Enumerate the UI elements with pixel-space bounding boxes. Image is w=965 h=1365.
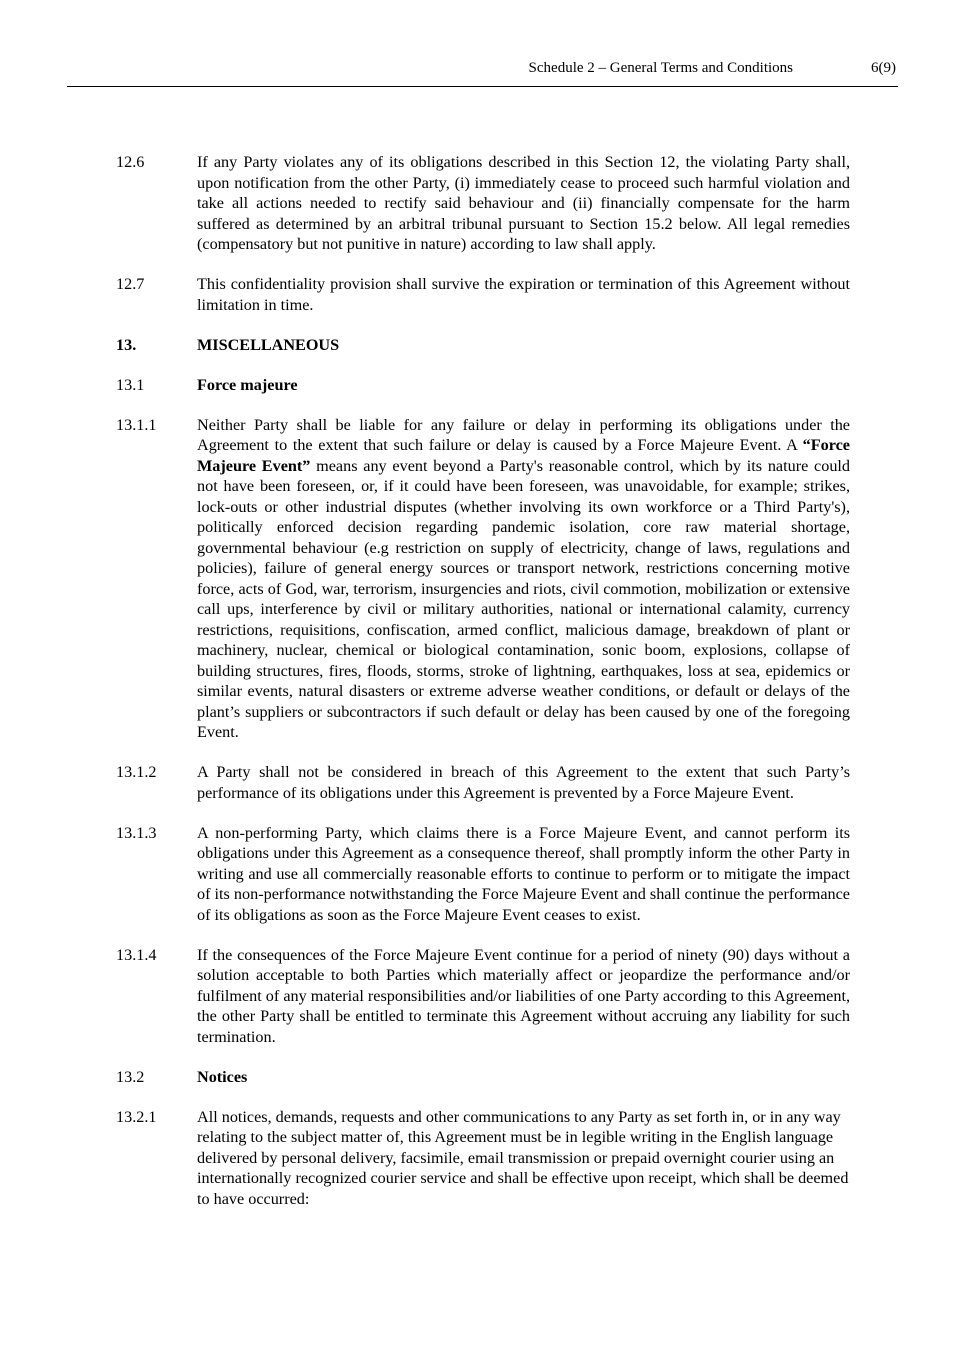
clause-text-before: Neither Party shall be liable for any failure or delay in performing its obligations under the Agreement to the extent that such failure or delay is caused by a Force Majeure Event. A <box>197 415 850 454</box>
defined-term: “Force Majeure Event” <box>197 436 850 475</box>
clause-number: 13.2.1 <box>116 1107 157 1126</box>
clause-text: All notices, demands, requests and other communications to any Party as set forth in, or in any way relating to the subject matter of, this Agreement must be in legible writing in the English language delivered by personal delivery, facsimile, email transmission or prepaid overnight courier using an internationally recognized courier service and shall be effective upon receipt, which shall be deemed to have occurred: <box>197 1107 849 1208</box>
subsection-number: 13.2 <box>116 1067 145 1086</box>
clause-13-1-2 <box>116 762 850 803</box>
header-page-number: 6(9) <box>871 60 896 76</box>
clause-number: 13.1.2 <box>116 763 157 781</box>
clause-number: 12.6 <box>116 153 145 171</box>
clause-number: 13.1.3 <box>116 823 157 842</box>
section-13-heading <box>116 335 850 356</box>
page-header <box>67 58 898 87</box>
subsection-title: Notices <box>197 1067 248 1086</box>
clause-text <box>197 415 850 743</box>
clause-13-2-1 <box>116 1107 850 1210</box>
clause-number: 13.1.4 <box>116 945 157 964</box>
document-body <box>116 152 850 1229</box>
clause-number: 13.1.1 <box>116 415 157 434</box>
section-number: 13. <box>116 335 137 354</box>
clause-text: This confidentiality provision shall survive the expiration or termination of this Agreement without limitation in time. <box>197 275 850 314</box>
clause-13-1-4 <box>116 945 850 1048</box>
clause-text: If any Party violates any of its obligations described in this Section 12, the violating Party shall, upon notification from the other Party, (i) immediately cease to proceed such harmful violation and take all actions needed to rectify said behaviour and (ii) financially compensate for the harm suffered as determined by an arbitral tribunal pursuant to Section 15.2 below. All legal remedies (compensatory but not punitive in nature) according to law shall apply. <box>197 153 850 253</box>
clause-text: A non-performing Party, which claims there is a Force Majeure Event, and cannot perform its obligations under this Agreement as a consequence thereof, shall promptly inform the other Party in writing and use all commercially reasonable efforts to continue to perform or to mitigate the impact of its non-performance notwithstanding the Force Majeure Event and shall continue the performance of its obligations as soon as the Force Majeure Event ceases to exist. <box>197 823 850 924</box>
clause-13-1-3 <box>116 823 850 926</box>
clause-12-6 <box>116 152 850 255</box>
subsection-number: 13.1 <box>116 375 145 394</box>
clause-text: A Party shall not be considered in breach of this Agreement to the extent that such Party’s performance of its obligations under this Agreement is prevented by a Force Majeure Event. <box>197 763 850 802</box>
subsection-title: Force majeure <box>197 375 298 394</box>
subsection-13-1-heading <box>116 375 850 396</box>
clause-number: 12.7 <box>116 275 145 293</box>
clause-13-1-1 <box>116 415 850 743</box>
section-title: MISCELLANEOUS <box>197 335 340 354</box>
clause-text: If the consequences of the Force Majeure Event continue for a period of ninety (90) days without a solution acceptable to both Parties which materially affect or jeopardize the performance and/or fulfilment of any material responsibilities and/or liabilities of one Party according to this Agreement, the other Party shall be entitled to terminate this Agreement without accruing any liability for such termination. <box>197 945 850 1046</box>
header-title: Schedule 2 – General Terms and Conditions <box>528 60 793 76</box>
subsection-13-2-heading <box>116 1067 850 1088</box>
clause-text-after: means any event beyond a Party's reasonable control, which by its nature could not have been foreseen, or, if it could have been foreseen, was unavoidable, for example; strikes, lock-outs or other industrial disputes (whether involving its own workforce or a Third Party's), politically enforced decision regarding pandemic isolation, core raw material shortage, governmental behaviour (e.g restriction on supply of electricity, change of laws, regulations and policies), failure of general energy sources or transport network, restrictions concerning motive force, acts of God, war, terrorism, insurgencies and riots, civil commotion, mobilization or extensive call ups, interference by civil or military authorities, national or international calamity, currency restrictions, requisitions, confiscation, armed conflict, malicious damage, breakdown of plant or machinery, nuclear, chemical or biological contamination, sonic boom, explosions, collapse of building structures, fires, floods, storms, stroke of lightning, earthquakes, loss at sea, epidemics or similar events, natural disasters or extreme adverse weather conditions, or default or delays of the plant’s suppliers or subcontractors if such default or delay has been caused by one of the foregoing Event. <box>197 456 851 741</box>
clause-12-7 <box>116 274 850 315</box>
